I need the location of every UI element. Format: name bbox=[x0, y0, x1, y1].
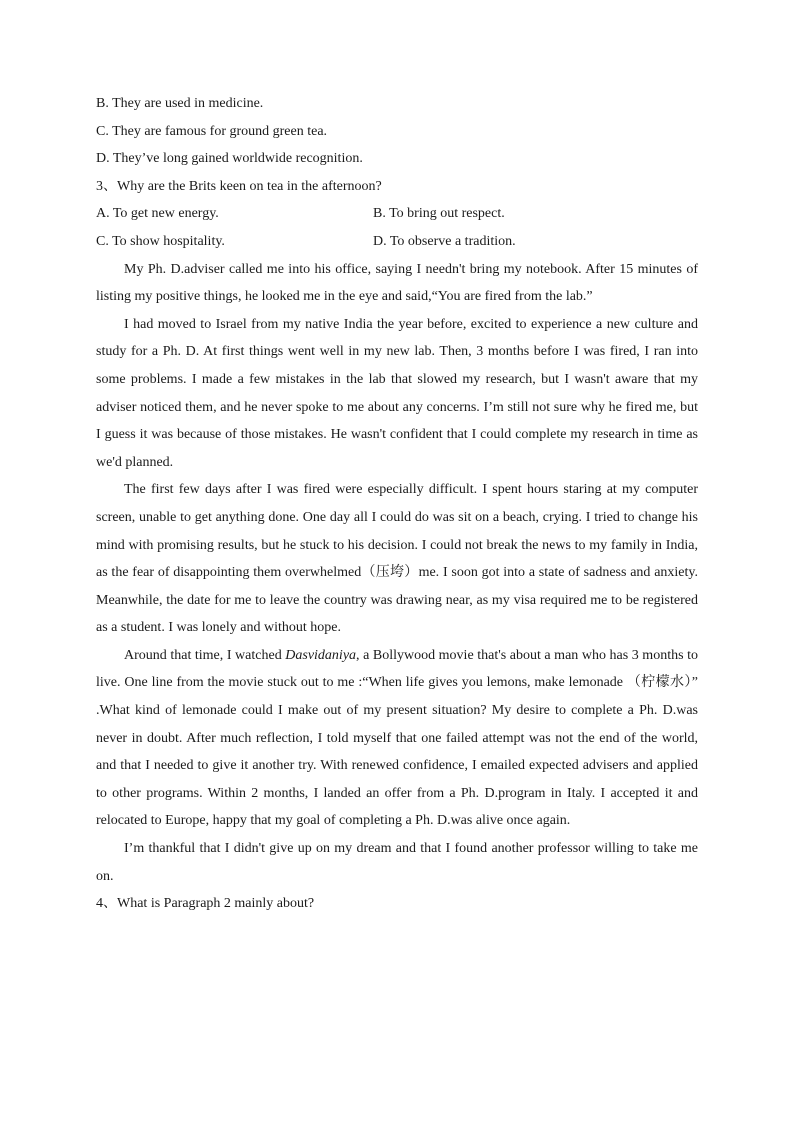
passage-paragraph-2: I had moved to Israel from my native India the year before, excited to experience a new culture and study for a Ph. D. At first things went well in my new lab. Then, 3 months before I was fired, I ran into some problems. I made a few mistakes in the lab that slowed my research, but I wasn't aware that my adviser noticed them, and he never spoke to me about any concerns. I’m still not sure why he fired me, but I guess it was because of those mistakes. He wasn't confident that I could complete my research in time as we'd planned. bbox=[96, 316, 698, 470]
q2-option-d: D. They’ve long gained worldwide recognition. bbox=[96, 151, 363, 167]
q3-option-c: C. To show hospitality. bbox=[96, 233, 225, 249]
passage-paragraph-3: The first few days after I was fired were especially difficult. I spent hours staring at my computer screen, unable to get anything done. One day all I could do was sit on a beach, crying. I tried to change his mind with promising results, but he stuck to his decision. I could not break the news to my family in India, as the fear of disappointing them overwhelmed（压垮）me. I soon got into a state of sadness and anxiety. Meanwhile, the date for me to leave the country was drawing near, as my visa required me to be registered as a student. I was lonely and without hope. bbox=[96, 482, 698, 636]
q3-options-row-1 bbox=[96, 200, 698, 228]
q3-option-d: D. To observe a tradition. bbox=[373, 233, 516, 249]
q3-options-row-2 bbox=[96, 228, 698, 256]
passage-paragraph-1: My Ph. D.adviser called me into his office, saying I needn't bring my notebook. After 15 minutes of listing my positive things, he looked me in the eye and said,“You are fired from the lab.” bbox=[96, 261, 698, 305]
q3-option-b: B. To bring out respect. bbox=[373, 206, 505, 222]
q2-option-b: B. They are used in medicine. bbox=[96, 96, 264, 111]
q4-stem: 4、What is Paragraph 2 mainly about? bbox=[96, 896, 315, 912]
passage-paragraph-4 bbox=[96, 642, 698, 835]
p4-text-after: , a Bollywood movie that's about a man who has 3 months to live. One line from the movie stuck out to me :“When life gives you lemons, make lemonade （柠檬水）” .What kind of lemonade could I make out of my present situation? My desire to complete a Ph. D.was never in doubt. After much reflection, I told myself that one failed attempt was not the end of the world, and that I needed to give it another try. With renewed confidence, I emailed expected advisers and applied to other programs. Within 2 months, I landed an offer from a Ph. D.program in Italy. I accepted it and relocated to Europe, happy that my goal of completing a Ph. D.was alive once again. bbox=[96, 647, 698, 829]
q3-option-a: A. To get new energy. bbox=[96, 206, 219, 222]
document-page bbox=[96, 90, 698, 918]
p4-text-before: Around that time, I watched bbox=[124, 647, 286, 663]
q2-option-c: C. They are famous for ground green tea. bbox=[96, 123, 328, 139]
movie-title: Dasvidaniya bbox=[285, 647, 357, 663]
q3-stem: 3、Why are the Brits keen on tea in the afternoon? bbox=[96, 178, 382, 194]
passage-paragraph-5: I’m thankful that I didn't give up on my dream and that I found another professor willing to take me on. bbox=[96, 841, 698, 884]
